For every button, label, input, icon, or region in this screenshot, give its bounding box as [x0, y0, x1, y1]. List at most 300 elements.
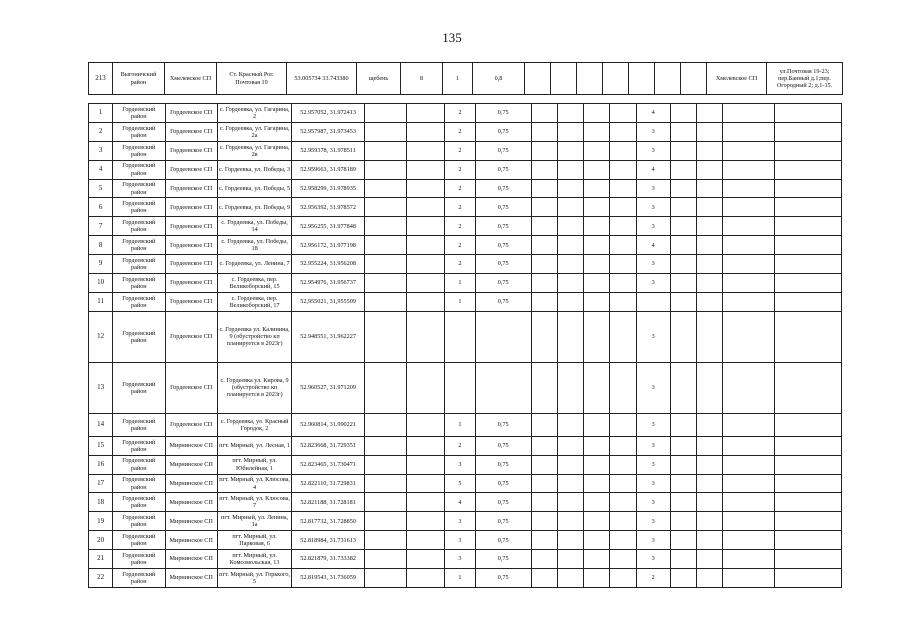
empty-cell	[696, 217, 722, 236]
empty-cell	[531, 292, 557, 311]
empty-cell	[584, 413, 610, 436]
empty-cell	[723, 311, 775, 362]
district-cell: Гордеевский район	[113, 160, 165, 179]
empty-cell	[610, 493, 636, 512]
count-cell: 3	[636, 531, 670, 550]
containers-cell: 1	[443, 63, 473, 95]
district-cell: Гордеевский район	[113, 436, 165, 455]
empty-cell	[775, 179, 842, 198]
settlement-cell: Гордеевское СП	[165, 160, 217, 179]
empty-cell	[364, 104, 406, 123]
volume-cell: 0,75	[475, 122, 531, 141]
district-cell: Гордеевский район	[113, 493, 165, 512]
address-cell: пгт. Мирный, ул. Юбилейная, 1	[217, 455, 291, 474]
empty-cell	[407, 493, 445, 512]
empty-cell	[407, 311, 445, 362]
empty-cell	[364, 550, 406, 569]
empty-cell	[723, 362, 775, 413]
empty-cell	[364, 255, 406, 274]
empty-cell	[670, 569, 696, 588]
district-cell: Гордеевский район	[113, 122, 165, 141]
empty-cell	[407, 236, 445, 255]
address-cell: пгт. Мирный, ул. Клюсова, 4	[217, 474, 291, 493]
district-cell: Гордеевский район	[113, 274, 165, 293]
empty-cell	[364, 413, 406, 436]
empty-cell	[584, 362, 610, 413]
table-row	[89, 569, 842, 588]
address-cell: с. Гордеевка ул. Калинина, 9 (обустройство кп планируется в 2023г)	[217, 311, 291, 362]
empty-cell	[584, 236, 610, 255]
volume-cell: 0,75	[475, 198, 531, 217]
empty-cell	[531, 104, 557, 123]
row-number: 1	[89, 104, 113, 123]
empty-cell	[558, 474, 584, 493]
empty-cell	[584, 292, 610, 311]
settlement-cell: Хмелевское СП	[165, 63, 217, 95]
empty-cell	[364, 160, 406, 179]
address-cell: с. Гордеевка, ул. Победы, 3	[217, 160, 291, 179]
containers-cell	[445, 311, 475, 362]
row-number: 10	[89, 274, 113, 293]
table-row	[89, 436, 842, 455]
empty-cell	[531, 550, 557, 569]
empty-cell	[531, 569, 557, 588]
empty-cell	[775, 413, 842, 436]
table-row	[89, 413, 842, 436]
empty-cell	[610, 292, 636, 311]
empty-cell	[407, 274, 445, 293]
empty-cell	[525, 63, 551, 95]
empty-cell	[775, 493, 842, 512]
empty-cell	[610, 550, 636, 569]
empty-cell	[610, 141, 636, 160]
empty-cell	[584, 550, 610, 569]
empty-cell	[723, 550, 775, 569]
count-cell: 4	[636, 104, 670, 123]
empty-cell	[558, 217, 584, 236]
empty-cell	[775, 292, 842, 311]
coordinates-cell: 52.956172, 31.977198	[292, 236, 364, 255]
empty-cell	[364, 122, 406, 141]
address-cell: пгт. Мирный, ул. Парковая, 6	[217, 531, 291, 550]
empty-cell	[364, 474, 406, 493]
empty-cell	[531, 512, 557, 531]
empty-cell	[364, 436, 406, 455]
empty-cell	[610, 104, 636, 123]
settlement-cell: Гордеевское СП	[165, 179, 217, 198]
count-cell: 3	[636, 512, 670, 531]
empty-cell	[775, 104, 842, 123]
count-cell: 4	[636, 236, 670, 255]
empty-cell	[696, 236, 722, 255]
table-row	[89, 274, 842, 293]
table-row	[89, 63, 843, 95]
empty-cell	[670, 436, 696, 455]
empty-cell	[558, 413, 584, 436]
containers-cell: 4	[445, 493, 475, 512]
empty-cell	[558, 455, 584, 474]
empty-cell	[696, 455, 722, 474]
empty-cell	[723, 292, 775, 311]
address-cell: с. Гордеевка, ул. Гагарина, 2а	[217, 122, 291, 141]
settlement-cell: Гордеевское СП	[165, 217, 217, 236]
empty-cell	[670, 236, 696, 255]
settlement-cell: Гордеевское СП	[165, 141, 217, 160]
empty-cell	[723, 236, 775, 255]
table-row	[89, 217, 842, 236]
address-cell: с. Гордеевка, ул. Победы, 9	[217, 198, 291, 217]
empty-cell	[610, 474, 636, 493]
empty-cell	[610, 179, 636, 198]
district-cell: Гордеевский район	[113, 236, 165, 255]
count-cell: 4	[636, 160, 670, 179]
empty-cell	[584, 493, 610, 512]
empty-cell	[696, 531, 722, 550]
empty-cell	[584, 104, 610, 123]
address-cell: пгт. Мирный, ул. Клюсова, 7	[217, 493, 291, 512]
empty-cell	[558, 512, 584, 531]
coordinates-cell: 52.821188, 31.728181	[292, 493, 364, 512]
empty-cell	[407, 569, 445, 588]
coordinates-cell: 52.957987, 31.973453	[292, 122, 364, 141]
settlement-cell: Мирнинское СП	[165, 455, 217, 474]
empty-cell	[670, 493, 696, 512]
empty-cell	[723, 198, 775, 217]
district-cell: Гордеевский район	[113, 413, 165, 436]
volume-cell: 0,8	[473, 63, 525, 95]
empty-cell	[610, 160, 636, 179]
empty-cell	[531, 436, 557, 455]
empty-cell	[610, 311, 636, 362]
address-cell: с. Гордеевка, ул. Победы, 5	[217, 179, 291, 198]
empty-cell	[670, 413, 696, 436]
empty-cell	[696, 179, 722, 198]
containers-cell: 3	[445, 550, 475, 569]
containers-cell: 2	[445, 179, 475, 198]
table-row	[89, 512, 842, 531]
empty-cell	[407, 179, 445, 198]
table-row	[89, 179, 842, 198]
count-cell: 3	[636, 474, 670, 493]
volume-cell: 0,75	[475, 436, 531, 455]
empty-cell	[364, 493, 406, 512]
coordinates-cell: 53.005734 33.743380	[287, 63, 357, 95]
owner-cell: Хмелевское СП	[707, 63, 767, 95]
volume-cell: 0,75	[475, 569, 531, 588]
count-cell: 3	[636, 413, 670, 436]
coordinates-cell: 52.955224, 31.956208	[292, 255, 364, 274]
containers-cell	[445, 362, 475, 413]
volume-cell: 0,75	[475, 104, 531, 123]
containers-cell: 2	[445, 255, 475, 274]
empty-cell	[531, 160, 557, 179]
empty-cell	[558, 531, 584, 550]
empty-cell	[610, 413, 636, 436]
containers-cell: 1	[445, 569, 475, 588]
coordinates-cell: 52.954976, 31.956737	[292, 274, 364, 293]
empty-cell	[696, 104, 722, 123]
empty-cell	[558, 122, 584, 141]
row-number: 12	[89, 311, 113, 362]
empty-cell	[558, 255, 584, 274]
empty-cell	[610, 455, 636, 474]
containers-cell: 1	[445, 274, 475, 293]
empty-cell	[696, 292, 722, 311]
empty-cell	[584, 122, 610, 141]
empty-cell	[723, 160, 775, 179]
empty-cell	[407, 122, 445, 141]
district-cell: Гордеевский район	[113, 569, 165, 588]
empty-cell	[558, 493, 584, 512]
volume-cell: 0,75	[475, 455, 531, 474]
empty-cell	[558, 311, 584, 362]
empty-cell	[531, 274, 557, 293]
empty-cell	[364, 141, 406, 160]
address-cell: с. Гордеевка, ул. Ленина, 7	[217, 255, 291, 274]
empty-cell	[610, 274, 636, 293]
address-cell: с. Гордеевка, пер. Великоборский, 15	[217, 274, 291, 293]
empty-cell	[407, 217, 445, 236]
empty-cell	[696, 550, 722, 569]
empty-cell	[670, 531, 696, 550]
empty-cell	[723, 493, 775, 512]
coordinates-cell: 52.959663, 31.978189	[292, 160, 364, 179]
empty-cell	[696, 255, 722, 274]
containers-cell: 1	[445, 413, 475, 436]
row-number: 3	[89, 141, 113, 160]
surface-cell: щебень	[357, 63, 401, 95]
empty-cell	[775, 474, 842, 493]
table-row	[89, 455, 842, 474]
empty-cell	[364, 362, 406, 413]
settlement-cell: Мирнинское СП	[165, 474, 217, 493]
empty-cell	[364, 236, 406, 255]
containers-cell: 3	[445, 531, 475, 550]
district-cell: Гордеевский район	[113, 141, 165, 160]
empty-cell	[723, 179, 775, 198]
empty-cell	[584, 436, 610, 455]
volume-cell	[475, 362, 531, 413]
volume-cell: 0,75	[475, 141, 531, 160]
empty-cell	[696, 274, 722, 293]
containers-cell: 2	[445, 141, 475, 160]
row-number: 20	[89, 531, 113, 550]
settlement-cell: Мирнинское СП	[165, 512, 217, 531]
table-row	[89, 141, 842, 160]
empty-cell	[407, 531, 445, 550]
table-row	[89, 236, 842, 255]
district-cell: Гордеевский район	[113, 362, 165, 413]
empty-cell	[670, 311, 696, 362]
row-number: 7	[89, 217, 113, 236]
settlement-cell: Мирнинское СП	[165, 436, 217, 455]
empty-cell	[775, 362, 842, 413]
empty-cell	[407, 362, 445, 413]
address-cell: с. Гордеевка, пер. Великоборский, 17	[217, 292, 291, 311]
row-number: 19	[89, 512, 113, 531]
coordinates-cell: 52.823465, 31.730471	[292, 455, 364, 474]
empty-cell	[531, 362, 557, 413]
address-cell: с. Гордеевка, ул. Гагарина, 2в	[217, 141, 291, 160]
empty-cell	[655, 63, 681, 95]
empty-cell	[531, 531, 557, 550]
coordinates-cell: 52.819543, 31.736059	[292, 569, 364, 588]
empty-cell	[584, 531, 610, 550]
empty-cell	[670, 455, 696, 474]
table-row	[89, 104, 842, 123]
page-number: 135	[442, 30, 462, 45]
empty-cell	[681, 63, 707, 95]
empty-cell	[723, 531, 775, 550]
count-cell: 3	[636, 550, 670, 569]
containers-cell: 2	[445, 217, 475, 236]
containers-cell: 2	[445, 160, 475, 179]
empty-cell	[670, 474, 696, 493]
settlement-cell: Гордеевское СП	[165, 236, 217, 255]
empty-cell	[696, 122, 722, 141]
volume-cell: 0,75	[475, 236, 531, 255]
empty-cell	[723, 512, 775, 531]
empty-cell	[696, 362, 722, 413]
empty-cell	[775, 236, 842, 255]
empty-cell	[696, 160, 722, 179]
empty-cell	[723, 274, 775, 293]
volume-cell: 0,75	[475, 531, 531, 550]
area-cell: 8	[401, 63, 443, 95]
district-cell: Гордеевский район	[113, 179, 165, 198]
district-cell: Гордеевский район	[113, 311, 165, 362]
district-cell: Гордеевский район	[113, 531, 165, 550]
volume-cell: 0,75	[475, 274, 531, 293]
count-cell: 3	[636, 311, 670, 362]
empty-cell	[584, 217, 610, 236]
empty-cell	[407, 160, 445, 179]
continued-table-row	[88, 62, 843, 95]
empty-cell	[610, 217, 636, 236]
empty-cell	[407, 436, 445, 455]
settlement-cell: Гордеевское СП	[165, 292, 217, 311]
empty-cell	[775, 255, 842, 274]
district-cell: Гордеевский район	[113, 292, 165, 311]
empty-cell	[696, 474, 722, 493]
settlement-cell: Гордеевское СП	[165, 122, 217, 141]
empty-cell	[670, 122, 696, 141]
empty-cell	[364, 311, 406, 362]
empty-cell	[610, 436, 636, 455]
district-cell: Гордеевский район	[113, 104, 165, 123]
empty-cell	[775, 569, 842, 588]
empty-cell	[558, 436, 584, 455]
empty-cell	[775, 274, 842, 293]
empty-cell	[610, 362, 636, 413]
empty-cell	[670, 141, 696, 160]
empty-cell	[531, 198, 557, 217]
district-cell: Гордеевский район	[113, 198, 165, 217]
district-cell: Гордеевский район	[113, 217, 165, 236]
empty-cell	[531, 255, 557, 274]
settlement-cell: Мирнинское СП	[165, 493, 217, 512]
empty-cell	[696, 512, 722, 531]
volume-cell: 0,75	[475, 179, 531, 198]
empty-cell	[558, 362, 584, 413]
empty-cell	[775, 217, 842, 236]
empty-cell	[531, 217, 557, 236]
district-cell: Гордеевский район	[113, 512, 165, 531]
table-row	[89, 292, 842, 311]
address-cell: Ст. Красный Рог. Почтовая 19	[217, 63, 287, 95]
empty-cell	[610, 198, 636, 217]
district-cell: Гордеевский район	[113, 474, 165, 493]
empty-cell	[584, 569, 610, 588]
empty-cell	[610, 531, 636, 550]
empty-cell	[558, 179, 584, 198]
settlement-cell: Мирнинское СП	[165, 550, 217, 569]
empty-cell	[584, 455, 610, 474]
volume-cell: 0,75	[475, 550, 531, 569]
coordinates-cell: 52.817732, 31.728850	[292, 512, 364, 531]
empty-cell	[670, 512, 696, 531]
coordinates-cell: 52.822110, 31.729831	[292, 474, 364, 493]
row-number: 9	[89, 255, 113, 274]
empty-cell	[364, 512, 406, 531]
empty-cell	[670, 550, 696, 569]
coordinates-cell: 52.956392, 31.978572	[292, 198, 364, 217]
row-number: 8	[89, 236, 113, 255]
empty-cell	[584, 141, 610, 160]
empty-cell	[364, 179, 406, 198]
coordinates-cell: 52.957052, 31.972413	[292, 104, 364, 123]
empty-cell	[531, 311, 557, 362]
settlement-cell: Гордеевское СП	[165, 274, 217, 293]
empty-cell	[775, 311, 842, 362]
table-row	[89, 474, 842, 493]
volume-cell: 0,75	[475, 292, 531, 311]
empty-cell	[558, 236, 584, 255]
empty-cell	[696, 569, 722, 588]
table-row	[89, 362, 842, 413]
containers-cell: 3	[445, 512, 475, 531]
empty-cell	[584, 474, 610, 493]
empty-cell	[531, 141, 557, 160]
empty-cell	[696, 141, 722, 160]
settlement-cell: Гордеевское СП	[165, 311, 217, 362]
settlement-cell: Мирнинское СП	[165, 569, 217, 588]
empty-cell	[407, 474, 445, 493]
empty-cell	[584, 311, 610, 362]
row-number: 4	[89, 160, 113, 179]
count-cell: 3	[636, 455, 670, 474]
address-cell: пгт. Мирный, ул. Горького, 5	[217, 569, 291, 588]
empty-cell	[584, 179, 610, 198]
empty-cell	[407, 550, 445, 569]
empty-cell	[670, 217, 696, 236]
settlement-cell: Гордеевское СП	[165, 104, 217, 123]
empty-cell	[723, 455, 775, 474]
settlement-cell: Гордеевское СП	[165, 362, 217, 413]
empty-cell	[723, 436, 775, 455]
row-number: 16	[89, 455, 113, 474]
containers-cell: 2	[445, 104, 475, 123]
empty-cell	[407, 512, 445, 531]
empty-cell	[670, 198, 696, 217]
district-cell: Гордеевский район	[113, 550, 165, 569]
table-row	[89, 255, 842, 274]
empty-cell	[558, 198, 584, 217]
empty-cell	[775, 550, 842, 569]
empty-cell	[629, 63, 655, 95]
empty-cell	[407, 104, 445, 123]
empty-cell	[696, 311, 722, 362]
